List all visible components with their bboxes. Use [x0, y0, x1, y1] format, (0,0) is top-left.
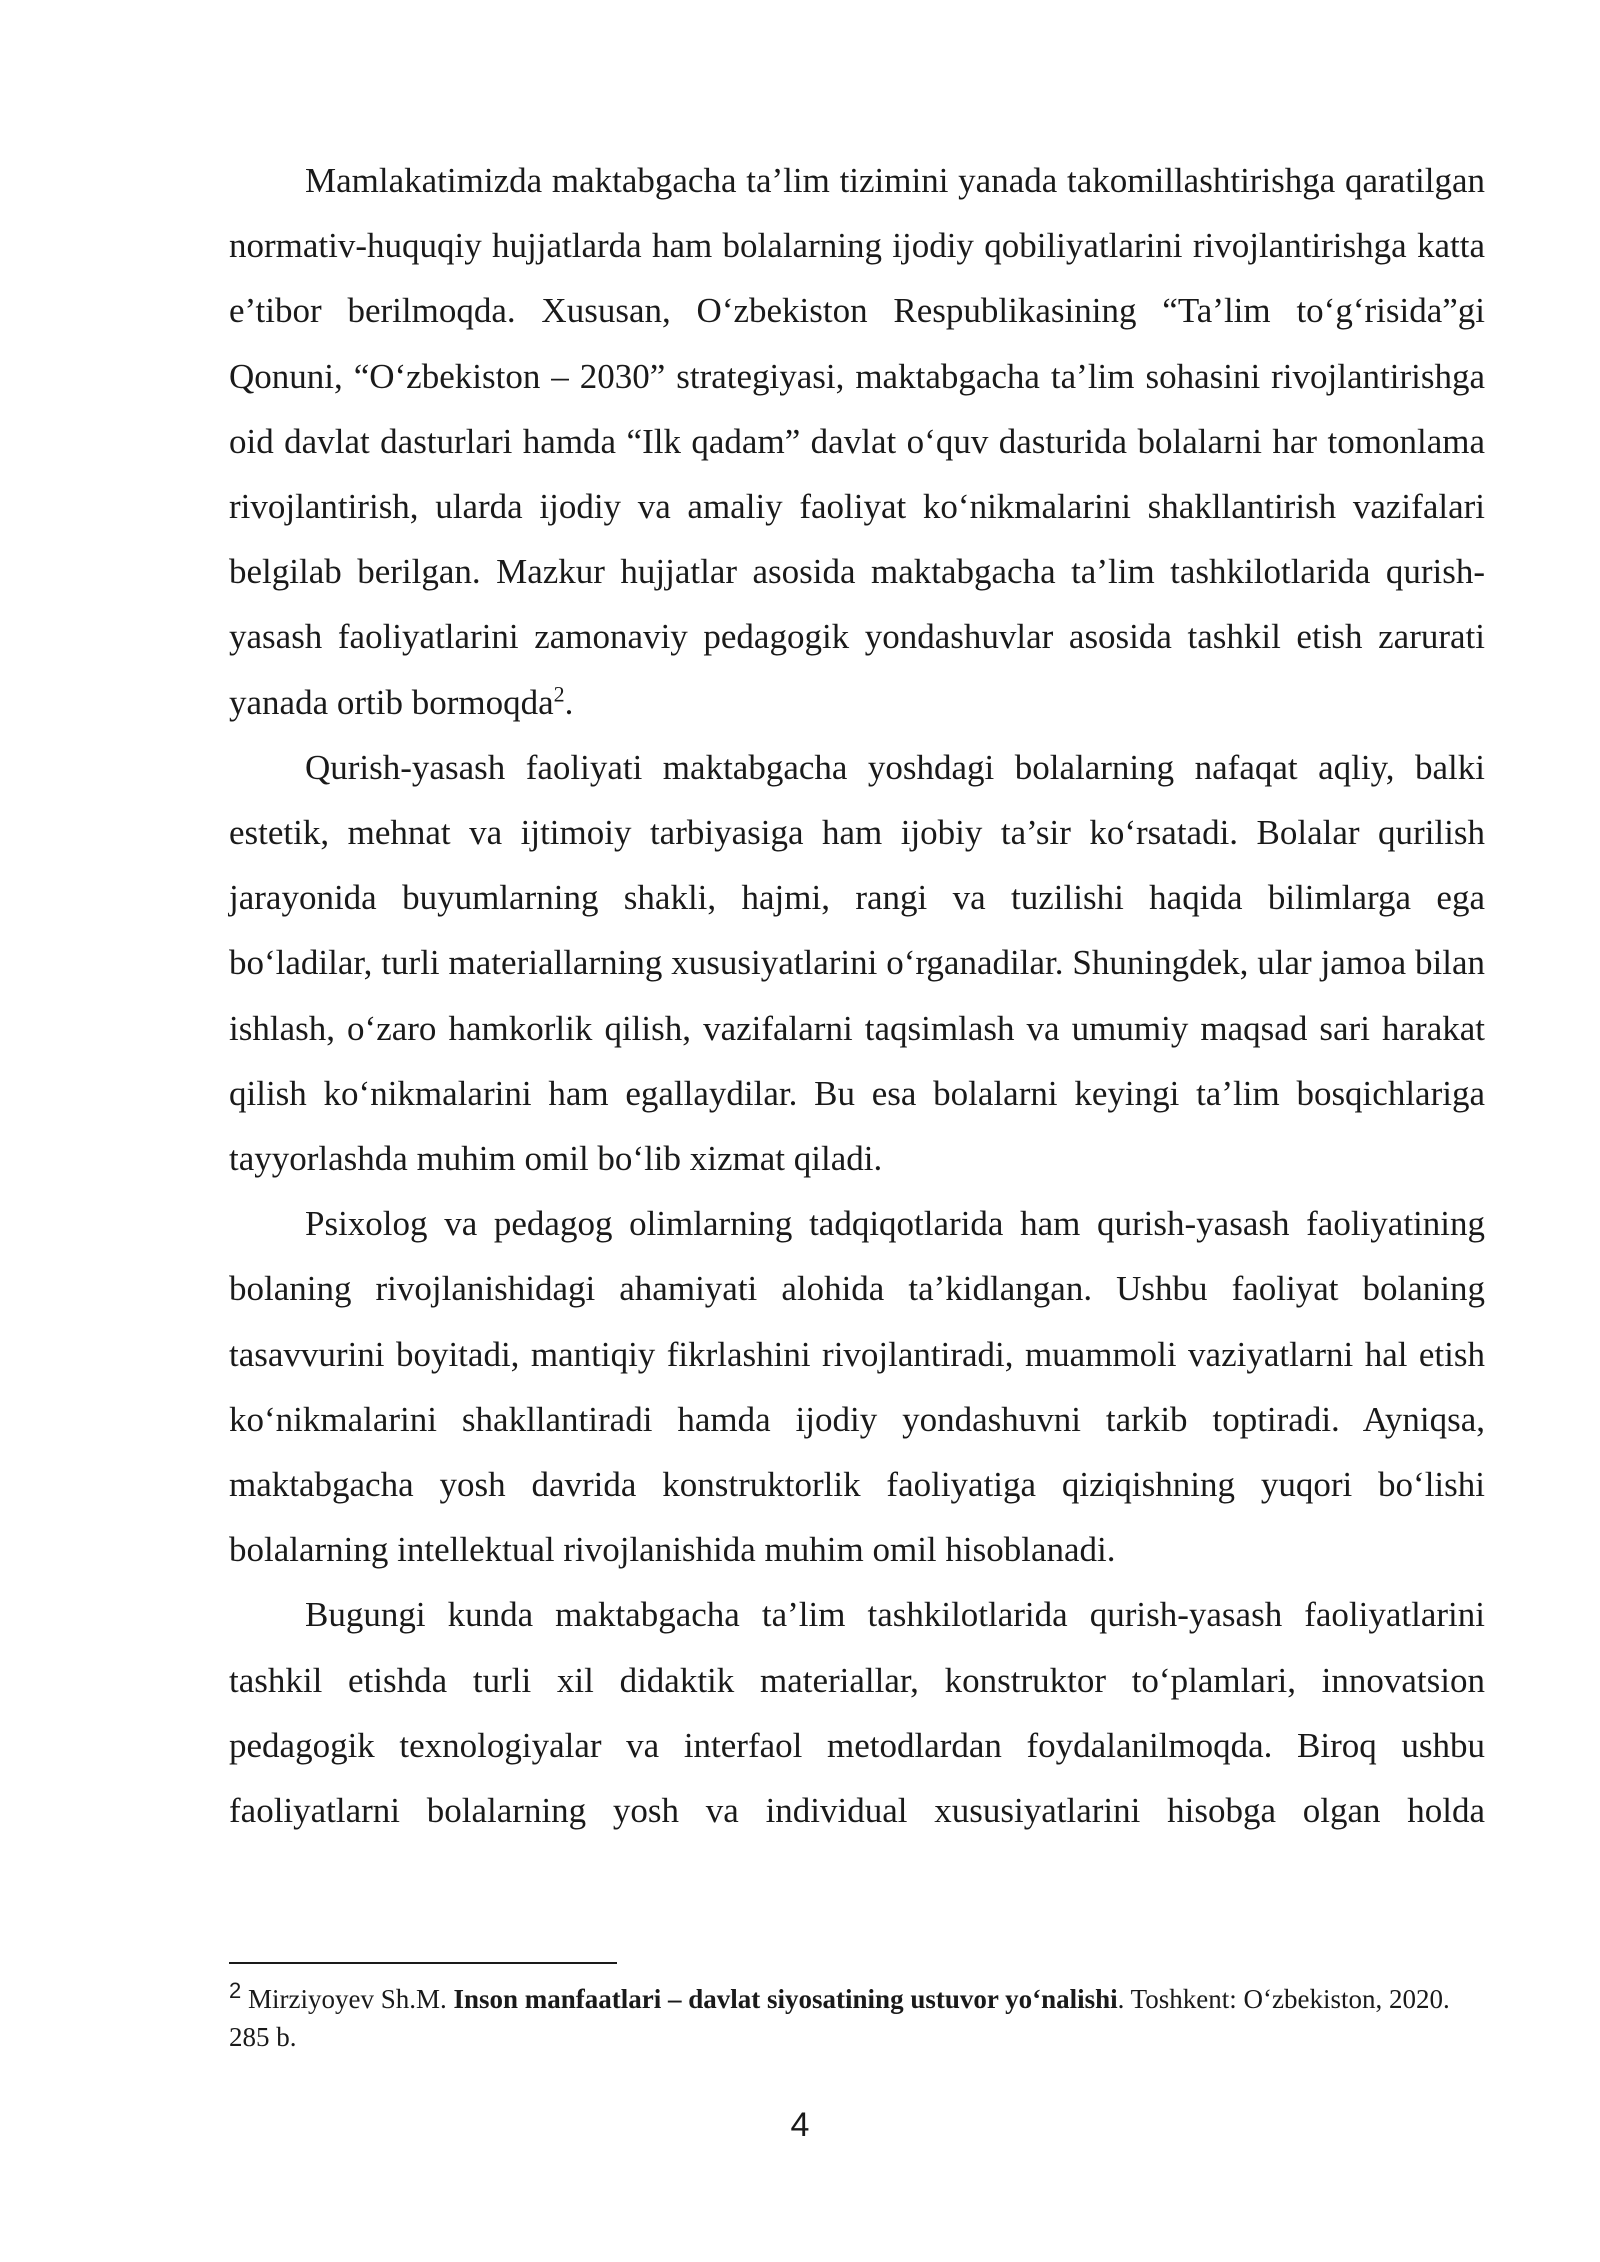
- paragraph-1-end: .: [564, 682, 574, 722]
- paragraph-2: [229, 735, 1485, 1191]
- footnote-title: Inson manfaatlari – davlat siyosatining ustuvor yo‘nalishi: [453, 1984, 1118, 2014]
- body-text: [229, 148, 1485, 1843]
- footnote: [229, 1980, 1485, 2056]
- paragraph-2-text: Qurish-yasash faoliyati maktabgacha yoshdagi bolalarning nafaqat aqliy, balki estetik, mehnat va ijtimoiy tarbiyasiga ham ijobiy ta’sir ko‘rsatadi. Bolalar qurilish jarayonida buyumlarning shakli, hajmi, rangi va tuzilishi haqida bilimlarga ega bo‘ladilar, turli materiallarning xususiyatlarini o‘rganadilar. Shuningdek, ular jamoa bilan ishlash, o‘zaro hamkorlik qilish, vazifalarni taqsimlash va umumiy maqsad sari harakat qilish ko‘nikmalarini ham egallaydilar. Bu esa bolalarni keyingi ta’lim bosqichlariga tayyorlashda muhim omil bo‘lib xizmat qiladi.: [229, 747, 1485, 1179]
- footnote-author: Mirziyoyev Sh.M.: [248, 1984, 447, 2014]
- paragraph-4: [229, 1582, 1485, 1843]
- footnote-publication: . Toshkent: O‘zbekiston, 2020. 285 b.: [229, 1984, 1450, 2052]
- footnote-mark: 2: [229, 1978, 242, 2003]
- paragraph-3-text: Psixolog va pedagog olimlarning tadqiqotlarida ham qurish-yasash faoliyatining bolaning rivojlanishidagi ahamiyati alohida ta’kidlangan. Ushbu faoliyat bolaning tasavvurini boyitadi, mantiqiy fikrlashini rivojlantiradi, muammoli vaziyatlarni hal etish ko‘nikmalarini shakllantiradi hamda ijodiy yondashuvni tarkib toptiradi. Ayniqsa, maktabgacha yosh davrida konstruktorlik faoliyatiga qiziqishning yuqori bo‘lishi bolalarning intellektual rivojlanishida muhim omil hisoblanadi.: [229, 1204, 1485, 1570]
- paragraph-4-text: Bugungi kunda maktabgacha ta’lim tashkilotlarida qurish-yasash faoliyatlarini tashkil etishda turli xil didaktik materiallar, konstruktor to‘plamlari, innovatsion pedagogik texnologiyalar va interfaol metodlardan foydalanilmoqda. Biroq ushbu faoliyatlarni bolalarning yosh va individual xususiyatlarini hisobga olgan holda: [229, 1595, 1485, 1831]
- footnote-separator: [229, 1962, 617, 1964]
- paragraph-1: [229, 148, 1485, 735]
- paragraph-1-text: Mamlakatimizda maktabgacha ta’lim tizimini yanada takomillashtirishga qaratilgan normativ-huquqiy hujjatlarda ham bolalarning ijodiy qobiliyatlarini rivojlantirishga katta e’tibor berilmoqda. Xususan, O‘zbekiston Respublikasining “Ta’lim to‘g‘risida”gi Qonuni, “O‘zbekiston – 2030” strategiyasi, maktabgacha ta’lim sohasini rivojlantirishga oid davlat dasturlari hamda “Ilk qadam” davlat o‘quv dasturida bolalarni har tomonlama rivojlantirish, ularda ijodiy va amaliy faoliyat ko‘nikmalarini shakllantirish vazifalari belgilab berilgan. Mazkur hujjatlar asosida maktabgacha ta’lim tashkilotlarida qurish-yasash faoliyatlarini zamonaviy pedagogik yondashuvlar asosida tashkil etish zarurati yanada ortib bormoqda: [229, 161, 1485, 722]
- paragraph-3: [229, 1191, 1485, 1582]
- footnote-reference[interactable]: 2: [553, 680, 565, 706]
- page-number: 4: [790, 2106, 810, 2144]
